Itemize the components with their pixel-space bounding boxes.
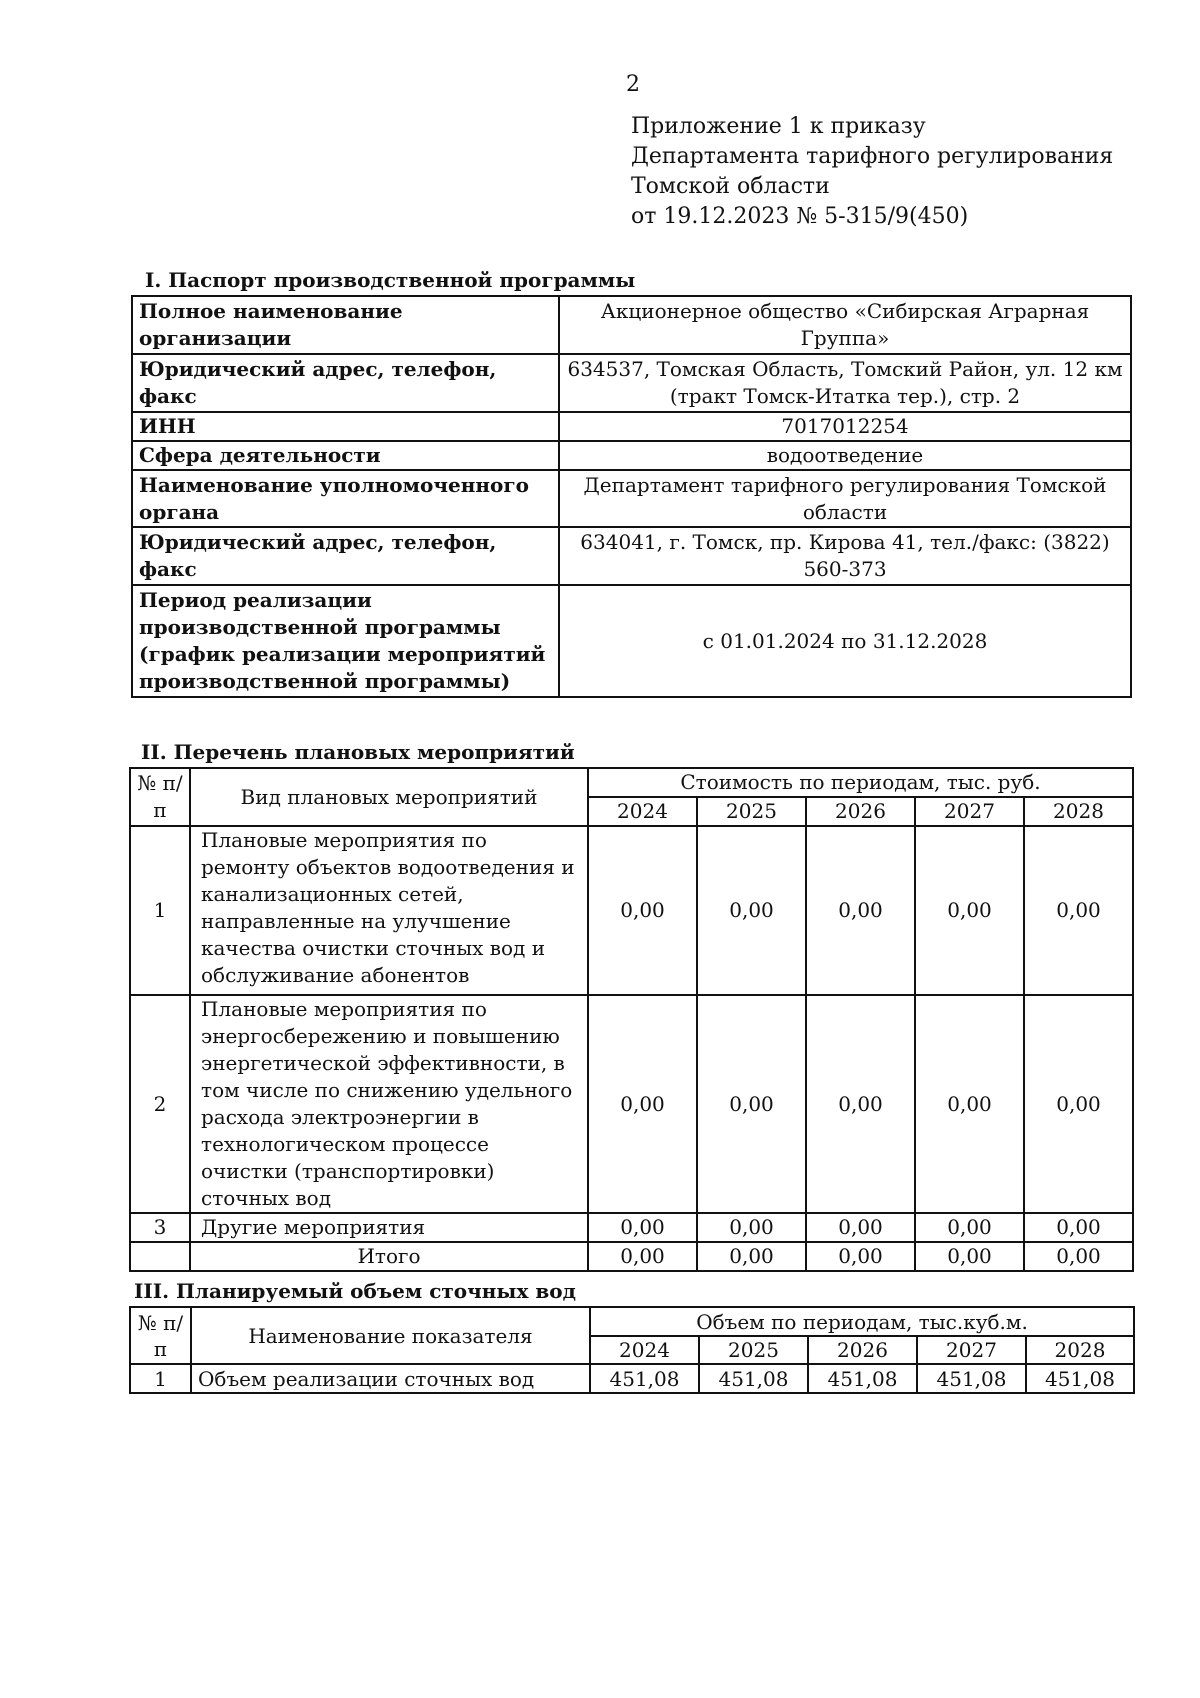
total-value: 0,00 xyxy=(588,1242,697,1271)
row-label: ИНН xyxy=(132,412,559,441)
row-label: Наименование уполномоченного органа xyxy=(132,470,559,527)
row-label: Юридический адрес, телефон, факс xyxy=(132,354,559,412)
year-header: 2026 xyxy=(808,1336,917,1364)
row-value: 634041, г. Томск, пр. Кирова 41, тел./факс: (3822) 560-373 xyxy=(559,527,1131,585)
table-row xyxy=(132,296,1131,354)
row-name: Плановые мероприятия по энергосбережению и повышению энергетической эффективности, в том числе по снижению удельного расхода электроэнергии в технологическом процессе очистки (транспортировки) сточных вод xyxy=(190,995,588,1213)
section-1-title: I. Паспорт производственной программы xyxy=(145,268,636,292)
section-3-title: III. Планируемый объем сточных вод xyxy=(134,1279,576,1303)
table-row xyxy=(130,1364,1134,1393)
table-row xyxy=(132,470,1131,527)
cell-value: 451,08 xyxy=(699,1364,808,1393)
row-number: 2 xyxy=(130,995,190,1213)
row-name: Плановые мероприятия по ремонту объектов водоотведения и канализационных сетей, направленные на улучшение качества очистки сточных вод и обслуживание абонентов xyxy=(190,826,588,995)
page-number: 2 xyxy=(626,72,640,97)
appendix-block xyxy=(631,112,1113,232)
cell-value: 0,00 xyxy=(697,995,806,1213)
year-header: 2026 xyxy=(806,797,915,826)
cell-value: 0,00 xyxy=(588,995,697,1213)
row-number: 3 xyxy=(130,1213,190,1242)
table-total-row xyxy=(130,1242,1133,1271)
cell-value: 0,00 xyxy=(588,1213,697,1242)
cell-value: 0,00 xyxy=(697,826,806,995)
cell-value: 0,00 xyxy=(806,995,915,1213)
col-name-header: Наименование показателя xyxy=(191,1307,590,1364)
cell-value: 0,00 xyxy=(806,826,915,995)
year-header: 2025 xyxy=(699,1336,808,1364)
cell-value: 0,00 xyxy=(588,826,697,995)
volume-table xyxy=(129,1306,1135,1394)
table-header-row xyxy=(130,768,1133,797)
year-header: 2024 xyxy=(590,1336,699,1364)
row-value: Департамент тарифного регулирования Томской области xyxy=(559,470,1131,527)
appendix-line: Приложение 1 к приказу xyxy=(631,114,926,139)
total-value: 0,00 xyxy=(806,1242,915,1271)
cell-value: 0,00 xyxy=(1024,1213,1133,1242)
year-header: 2027 xyxy=(915,797,1024,826)
col-group-header: Стоимость по периодам, тыс. руб. xyxy=(588,768,1133,797)
row-label: Период реализации производственной программы (график реализации мероприятий производственной программы) xyxy=(132,585,559,697)
table-header-row xyxy=(130,1307,1134,1336)
activities-table xyxy=(129,767,1134,1272)
cell-value: 451,08 xyxy=(1026,1364,1134,1393)
cell-value: 0,00 xyxy=(1024,995,1133,1213)
row-number: 1 xyxy=(130,1364,191,1393)
cell-value: 451,08 xyxy=(808,1364,917,1393)
row-number: 1 xyxy=(130,826,190,995)
row-label: Сфера деятельности xyxy=(132,441,559,470)
appendix-line: Департамента тарифного регулирования xyxy=(631,144,1114,169)
col-group-header: Объем по периодам, тыс.куб.м. xyxy=(590,1307,1134,1336)
total-value: 0,00 xyxy=(915,1242,1024,1271)
table-row xyxy=(132,585,1131,697)
col-number-header: № п/п xyxy=(130,1307,191,1364)
appendix-line: Томской области xyxy=(631,174,830,199)
cell-value: 0,00 xyxy=(915,1213,1024,1242)
total-label: Итого xyxy=(190,1242,588,1271)
year-header: 2025 xyxy=(697,797,806,826)
row-label: Юридический адрес, телефон, факс xyxy=(132,527,559,585)
year-header: 2024 xyxy=(588,797,697,826)
table-row xyxy=(132,354,1131,412)
row-value: 634537, Томская Область, Томский Район, ул. 12 км (тракт Томск-Итатка тер.), стр. 2 xyxy=(559,354,1131,412)
col-number-header: № п/п xyxy=(130,768,190,826)
table-row xyxy=(130,1213,1133,1242)
row-value: 7017012254 xyxy=(559,412,1131,441)
row-name: Объем реализации сточных вод xyxy=(191,1364,590,1393)
cell-value: 0,00 xyxy=(697,1213,806,1242)
row-value: Акционерное общество «Сибирская Аграрная Группа» xyxy=(559,296,1131,354)
section-2-title: II. Перечень плановых мероприятий xyxy=(141,740,575,764)
year-header: 2028 xyxy=(1026,1336,1134,1364)
row-value: водоотведение xyxy=(559,441,1131,470)
appendix-line: от 19.12.2023 № 5-315/9(450) xyxy=(631,204,969,229)
passport-table xyxy=(131,295,1132,698)
table-row xyxy=(132,527,1131,585)
year-header: 2027 xyxy=(917,1336,1026,1364)
year-header: 2028 xyxy=(1024,797,1133,826)
table-row xyxy=(130,826,1133,995)
row-value: с 01.01.2024 по 31.12.2028 xyxy=(559,585,1131,697)
cell-value: 0,00 xyxy=(915,826,1024,995)
row-label: Полное наименование организации xyxy=(132,296,559,354)
total-value: 0,00 xyxy=(697,1242,806,1271)
cell-value: 451,08 xyxy=(917,1364,1026,1393)
cell-value: 451,08 xyxy=(590,1364,699,1393)
cell-value: 0,00 xyxy=(915,995,1024,1213)
table-row xyxy=(130,995,1133,1213)
col-name-header: Вид плановых мероприятий xyxy=(190,768,588,826)
table-row xyxy=(132,441,1131,470)
cell-value: 0,00 xyxy=(806,1213,915,1242)
total-value: 0,00 xyxy=(1024,1242,1133,1271)
row-name: Другие мероприятия xyxy=(190,1213,588,1242)
cell-value: 0,00 xyxy=(1024,826,1133,995)
table-row xyxy=(132,412,1131,441)
empty-cell xyxy=(130,1242,190,1271)
